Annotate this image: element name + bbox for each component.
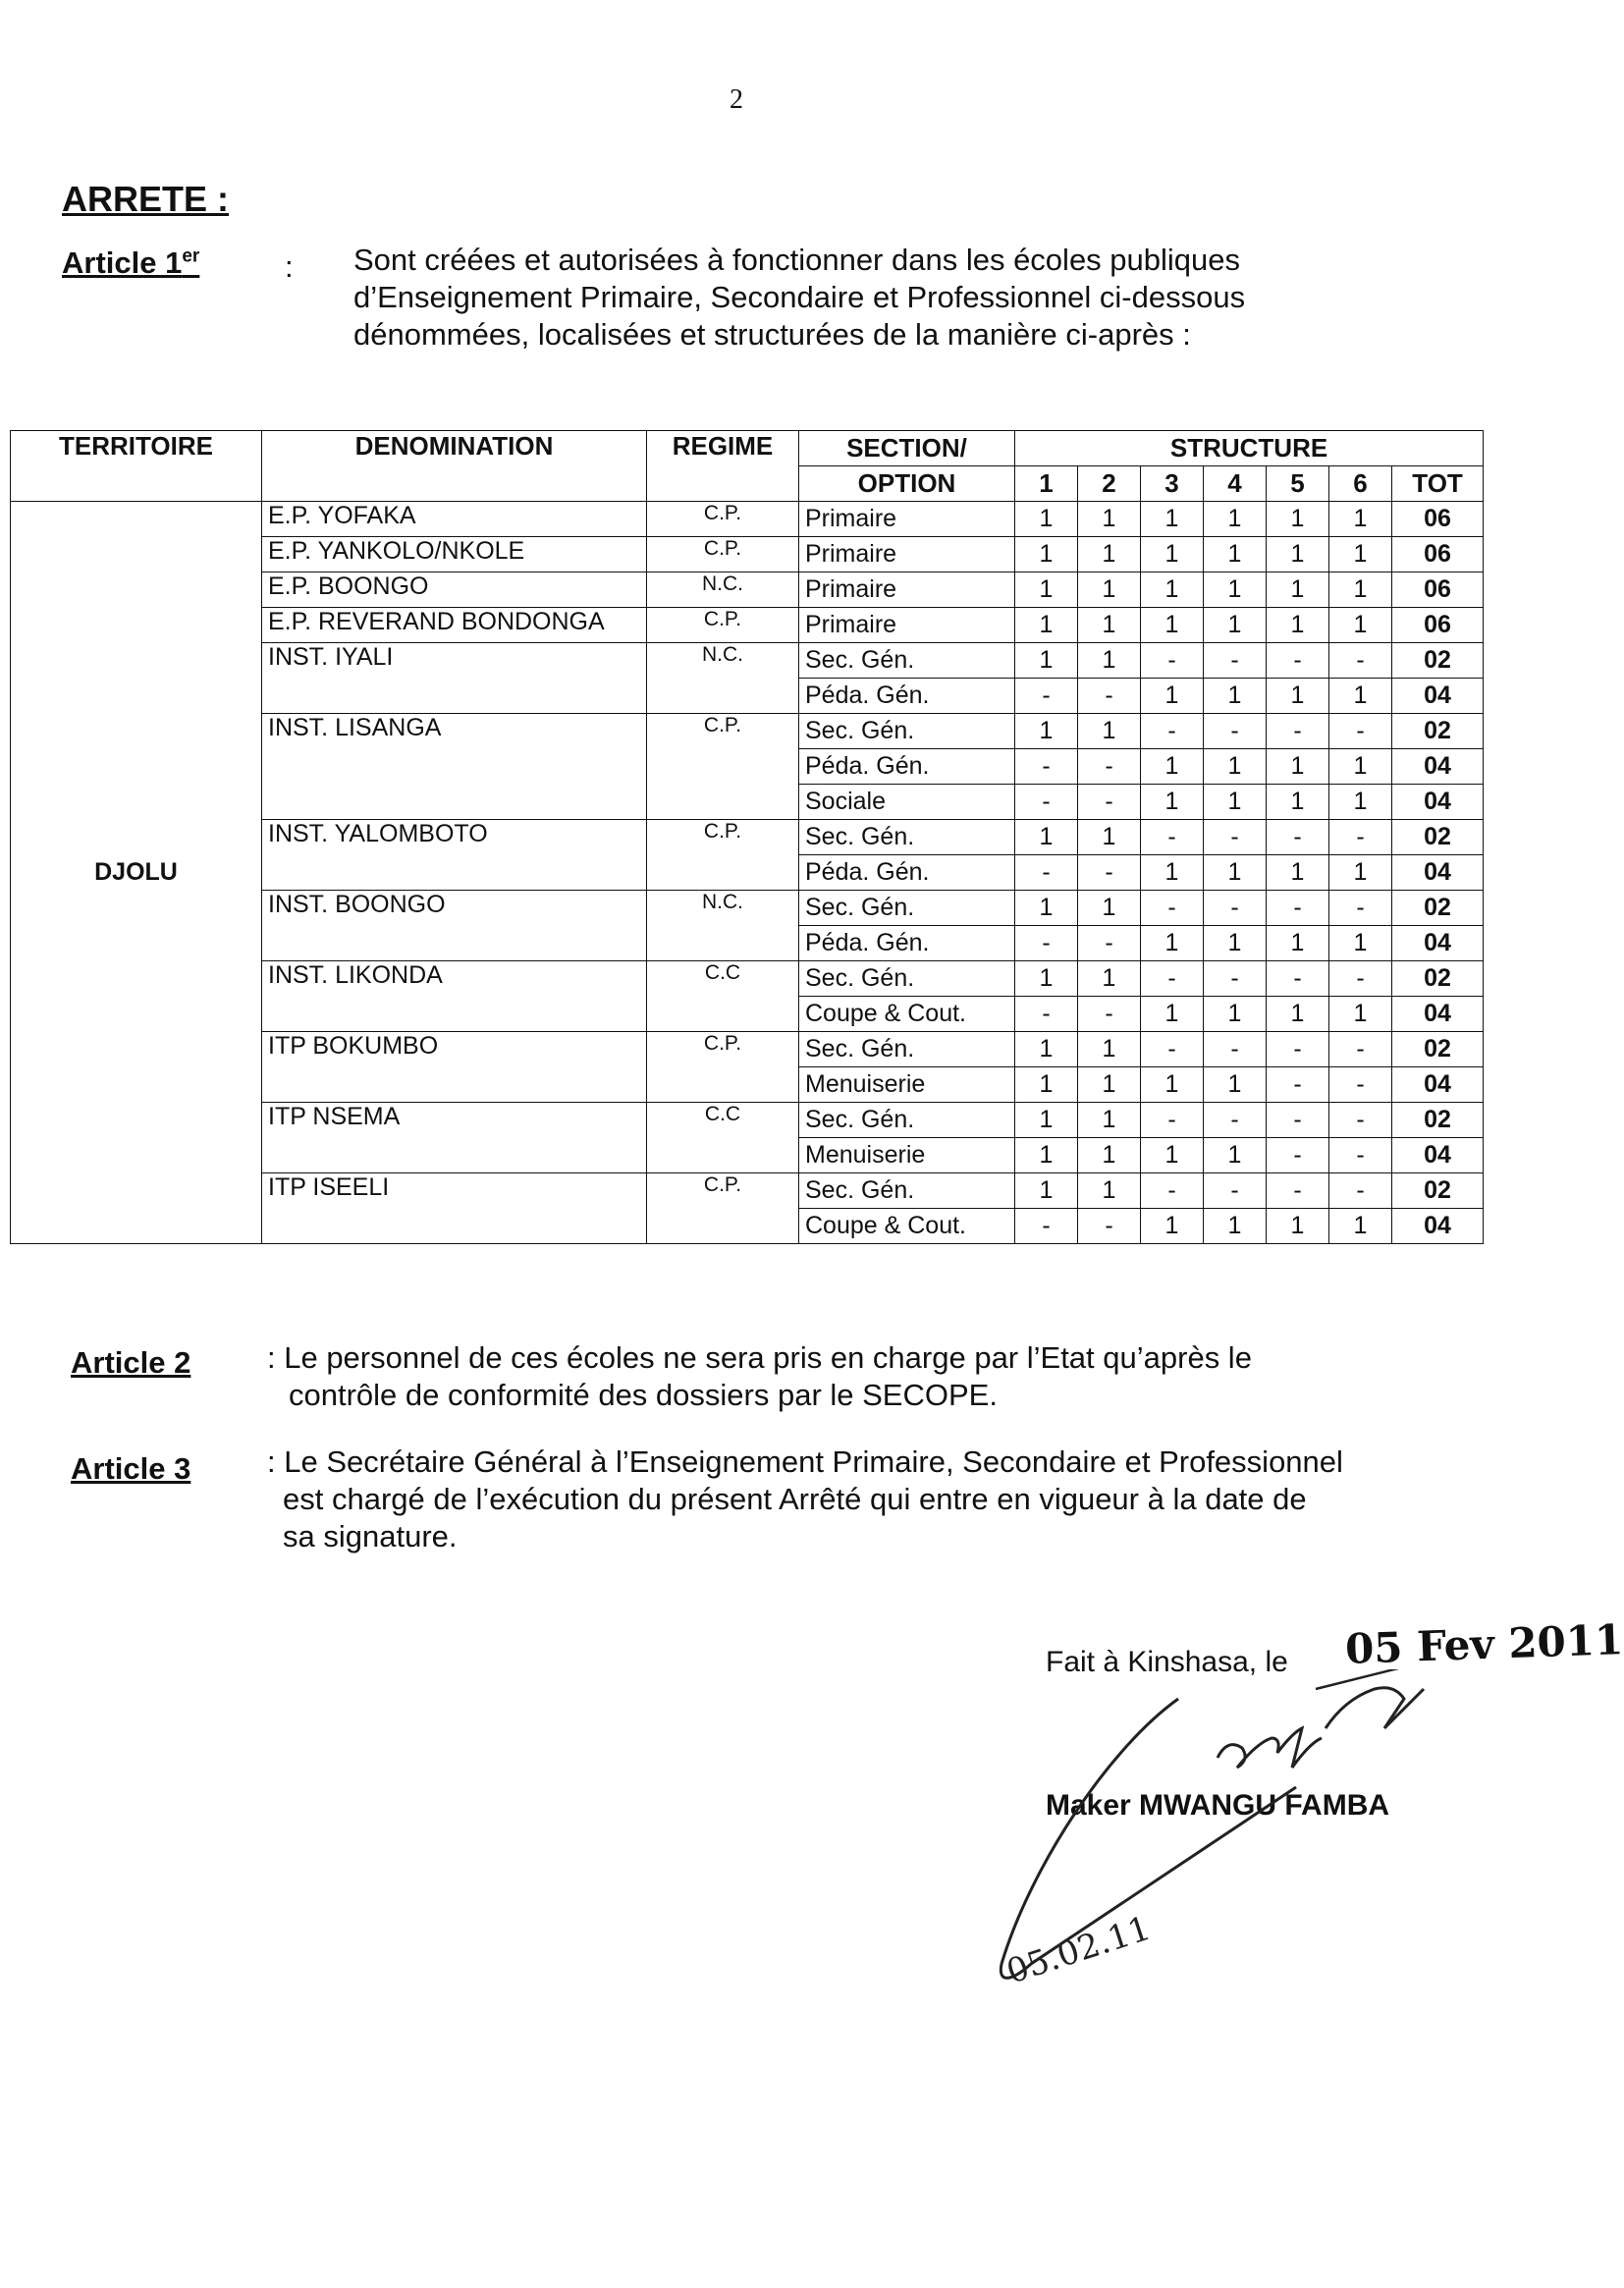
option-cell: Péda. Gén.	[799, 749, 1015, 785]
total-cell: 04	[1392, 855, 1484, 891]
territoire-cell: DJOLU	[11, 502, 262, 1244]
regime-cell: C.P.	[647, 714, 799, 820]
page-number: 2	[730, 84, 743, 115]
header-col: 5	[1267, 466, 1329, 502]
structure-cell: -	[1329, 714, 1392, 749]
header-col: 1	[1015, 466, 1078, 502]
structure-cell: 1	[1267, 1209, 1329, 1244]
article-1-colon: :	[285, 249, 294, 284]
article-1-text	[353, 242, 1245, 354]
total-cell: 04	[1392, 1138, 1484, 1173]
structure-cell: 1	[1015, 608, 1078, 643]
structure-cell: 1	[1015, 1103, 1078, 1138]
structure-cell: -	[1078, 997, 1141, 1032]
structure-cell: -	[1015, 679, 1078, 714]
structure-cell: 1	[1078, 1032, 1141, 1067]
total-cell: 02	[1392, 643, 1484, 679]
structure-cell: -	[1204, 891, 1267, 926]
regime-cell: C.C	[647, 961, 799, 1032]
article-3-line: sa signature.	[283, 1519, 458, 1553]
structure-cell: -	[1078, 679, 1141, 714]
structure-cell: 1	[1204, 679, 1267, 714]
structure-cell: -	[1015, 997, 1078, 1032]
article-3-label: Article 3	[71, 1451, 191, 1486]
regime-cell: N.C.	[647, 643, 799, 714]
structure-cell: 1	[1329, 926, 1392, 961]
structure-cell: 1	[1141, 1067, 1204, 1103]
header-structure: STRUCTURE	[1015, 431, 1484, 466]
structure-cell: 1	[1141, 855, 1204, 891]
structure-cell: 1	[1078, 1138, 1141, 1173]
structure-cell: -	[1267, 643, 1329, 679]
structure-cell: -	[1015, 1209, 1078, 1244]
structure-cell: -	[1267, 1173, 1329, 1209]
structure-cell: -	[1141, 961, 1204, 997]
structure-cell: -	[1141, 1173, 1204, 1209]
header-col: 6	[1329, 466, 1392, 502]
total-cell: 06	[1392, 502, 1484, 537]
structure-cell: 1	[1078, 1173, 1141, 1209]
option-cell: Péda. Gén.	[799, 926, 1015, 961]
structure-cell: 1	[1078, 502, 1141, 537]
handwritten-date: 05 Fev 2011	[1344, 1615, 1624, 1673]
structure-cell: -	[1267, 1103, 1329, 1138]
structure-cell: -	[1141, 714, 1204, 749]
option-cell: Sec. Gén.	[799, 961, 1015, 997]
total-cell: 04	[1392, 997, 1484, 1032]
structure-cell: -	[1078, 1209, 1141, 1244]
total-cell: 04	[1392, 785, 1484, 820]
regime-cell: C.C	[647, 1103, 799, 1173]
structure-cell: 1	[1267, 537, 1329, 572]
regime-cell: C.P.	[647, 1173, 799, 1244]
article-2-line: contrôle de conformité des dossiers par le SECOPE.	[289, 1378, 998, 1412]
structure-cell: -	[1204, 820, 1267, 855]
option-cell: Menuiserie	[799, 1067, 1015, 1103]
schools-structure-table	[10, 430, 1484, 1244]
structure-cell: 1	[1141, 785, 1204, 820]
option-cell: Sec. Gén.	[799, 1103, 1015, 1138]
structure-cell: -	[1267, 820, 1329, 855]
structure-cell: -	[1267, 1067, 1329, 1103]
structure-cell: -	[1141, 891, 1204, 926]
decree-heading: ARRETE :	[62, 179, 229, 219]
structure-cell: 1	[1204, 572, 1267, 608]
structure-cell: -	[1078, 855, 1141, 891]
structure-cell: 1	[1329, 572, 1392, 608]
structure-cell: 1	[1141, 1138, 1204, 1173]
structure-cell: -	[1141, 643, 1204, 679]
header-col: 4	[1204, 466, 1267, 502]
article-2-text	[267, 1339, 1252, 1414]
structure-cell: 1	[1267, 855, 1329, 891]
structure-cell: 1	[1204, 855, 1267, 891]
structure-cell: -	[1015, 749, 1078, 785]
option-cell: Coupe & Cout.	[799, 997, 1015, 1032]
total-cell: 04	[1392, 679, 1484, 714]
structure-cell: -	[1015, 855, 1078, 891]
total-cell: 04	[1392, 926, 1484, 961]
total-cell: 02	[1392, 891, 1484, 926]
structure-cell: -	[1267, 961, 1329, 997]
structure-cell: 1	[1015, 502, 1078, 537]
header-col-tot: TOT	[1392, 466, 1484, 502]
structure-cell: 1	[1015, 1138, 1078, 1173]
structure-cell: 1	[1015, 1173, 1078, 1209]
structure-cell: 1	[1141, 749, 1204, 785]
total-cell: 06	[1392, 608, 1484, 643]
regime-cell: C.P.	[647, 537, 799, 572]
structure-cell: 1	[1078, 1103, 1141, 1138]
structure-cell: -	[1267, 1138, 1329, 1173]
total-cell: 02	[1392, 1032, 1484, 1067]
structure-cell: -	[1267, 891, 1329, 926]
structure-cell: 1	[1267, 679, 1329, 714]
school-name-cell: E.P. BOONGO	[262, 572, 647, 608]
total-cell: 04	[1392, 1067, 1484, 1103]
article-3-text	[267, 1444, 1343, 1555]
header-option: OPTION	[799, 466, 1015, 502]
article-3-line: : Le Secrétaire Général à l’Enseignement Primaire, Secondaire et Professionnel	[267, 1444, 1343, 1479]
total-cell: 04	[1392, 749, 1484, 785]
structure-cell: 1	[1204, 1067, 1267, 1103]
structure-cell: 1	[1078, 891, 1141, 926]
article-1-label-text: Article 1	[62, 245, 183, 280]
school-name-cell: E.P. REVERAND BONDONGA	[262, 608, 647, 643]
article-1-line: Sont créées et autorisées à fonctionner dans les écoles publiques	[353, 243, 1241, 277]
structure-cell: -	[1141, 820, 1204, 855]
structure-cell: -	[1329, 961, 1392, 997]
structure-cell: 1	[1329, 785, 1392, 820]
structure-cell: -	[1329, 820, 1392, 855]
structure-cell: 1	[1141, 572, 1204, 608]
structure-cell: -	[1267, 1032, 1329, 1067]
total-cell: 02	[1392, 714, 1484, 749]
option-cell: Sec. Gén.	[799, 643, 1015, 679]
structure-cell: 1	[1078, 608, 1141, 643]
structure-cell: 1	[1141, 926, 1204, 961]
table-row	[11, 502, 1484, 537]
structure-cell: 1	[1267, 502, 1329, 537]
article-1-line: d’Enseignement Primaire, Secondaire et Professionnel ci-dessous	[353, 280, 1246, 314]
structure-cell: -	[1329, 1032, 1392, 1067]
structure-cell: 1	[1204, 926, 1267, 961]
school-name-cell: INST. BOONGO	[262, 891, 647, 961]
regime-cell: C.P.	[647, 1032, 799, 1103]
header-territoire: TERRITOIRE	[11, 431, 262, 502]
structure-cell: -	[1329, 1067, 1392, 1103]
option-cell: Coupe & Cout.	[799, 1209, 1015, 1244]
structure-cell: -	[1329, 891, 1392, 926]
structure-cell: 1	[1015, 1032, 1078, 1067]
article-3-line: est chargé de l’exécution du présent Arrêté qui entre en vigueur à la date de	[283, 1482, 1307, 1516]
structure-cell: -	[1267, 714, 1329, 749]
article-1-label-sup: er	[182, 245, 200, 267]
total-cell: 02	[1392, 1103, 1484, 1138]
structure-cell: -	[1141, 1103, 1204, 1138]
regime-cell: N.C.	[647, 891, 799, 961]
structure-cell: -	[1078, 926, 1141, 961]
structure-cell: -	[1015, 785, 1078, 820]
header-regime: REGIME	[647, 431, 799, 502]
school-name-cell: E.P. YOFAKA	[262, 502, 647, 537]
option-cell: Sec. Gén.	[799, 891, 1015, 926]
structure-cell: 1	[1015, 1067, 1078, 1103]
regime-cell: C.P.	[647, 608, 799, 643]
structure-cell: 1	[1015, 820, 1078, 855]
structure-cell: 1	[1141, 997, 1204, 1032]
structure-cell: 1	[1204, 997, 1267, 1032]
regime-cell: C.P.	[647, 502, 799, 537]
option-cell: Sociale	[799, 785, 1015, 820]
structure-cell: 1	[1078, 537, 1141, 572]
place-line: Fait à Kinshasa, le	[1046, 1646, 1288, 1678]
header-denomination: DENOMINATION	[262, 431, 647, 502]
school-name-cell: E.P. YANKOLO/NKOLE	[262, 537, 647, 572]
structure-cell: -	[1204, 1173, 1267, 1209]
structure-cell: 1	[1141, 608, 1204, 643]
structure-cell: -	[1204, 961, 1267, 997]
structure-cell: -	[1204, 714, 1267, 749]
option-cell: Primaire	[799, 608, 1015, 643]
header-col: 2	[1078, 466, 1141, 502]
regime-cell: C.P.	[647, 820, 799, 891]
school-name-cell: INST. LIKONDA	[262, 961, 647, 1032]
option-cell: Sec. Gén.	[799, 1032, 1015, 1067]
structure-cell: 1	[1204, 785, 1267, 820]
structure-cell: -	[1204, 1103, 1267, 1138]
option-cell: Péda. Gén.	[799, 679, 1015, 714]
total-cell: 02	[1392, 820, 1484, 855]
structure-cell: 1	[1329, 502, 1392, 537]
structure-cell: 1	[1329, 537, 1392, 572]
option-cell: Sec. Gén.	[799, 820, 1015, 855]
total-cell: 06	[1392, 572, 1484, 608]
option-cell: Menuiserie	[799, 1138, 1015, 1173]
structure-cell: 1	[1078, 714, 1141, 749]
structure-cell: -	[1329, 1103, 1392, 1138]
structure-cell: 1	[1015, 537, 1078, 572]
structure-cell: -	[1329, 1138, 1392, 1173]
option-cell: Primaire	[799, 572, 1015, 608]
article-2-line: : Le personnel de ces écoles ne sera pris en charge par l’Etat qu’après le	[267, 1340, 1252, 1375]
structure-cell: 1	[1204, 1138, 1267, 1173]
structure-cell: 1	[1204, 502, 1267, 537]
total-cell: 04	[1392, 1209, 1484, 1244]
school-name-cell: INST. IYALI	[262, 643, 647, 714]
structure-cell: 1	[1329, 679, 1392, 714]
school-name-cell: ITP NSEMA	[262, 1103, 647, 1173]
option-cell: Primaire	[799, 537, 1015, 572]
structure-cell: -	[1329, 643, 1392, 679]
option-cell: Primaire	[799, 502, 1015, 537]
structure-cell: -	[1015, 926, 1078, 961]
structure-cell: 1	[1329, 749, 1392, 785]
option-cell: Sec. Gén.	[799, 714, 1015, 749]
structure-cell: 1	[1078, 961, 1141, 997]
table-body	[11, 502, 1484, 1244]
structure-cell: 1	[1267, 572, 1329, 608]
structure-cell: 1	[1267, 749, 1329, 785]
structure-cell: -	[1204, 643, 1267, 679]
structure-cell: 1	[1141, 679, 1204, 714]
structure-cell: 1	[1204, 608, 1267, 643]
school-name-cell: INST. LISANGA	[262, 714, 647, 820]
structure-cell: 1	[1078, 572, 1141, 608]
school-name-cell: ITP BOKUMBO	[262, 1032, 647, 1103]
structure-cell: 1	[1204, 537, 1267, 572]
header-col: 3	[1141, 466, 1204, 502]
total-cell: 02	[1392, 961, 1484, 997]
signer-name: Maker MWANGU FAMBA	[1046, 1789, 1390, 1822]
structure-cell: 1	[1329, 997, 1392, 1032]
article-1-line: dénommées, localisées et structurées de la manière ci-après :	[353, 317, 1191, 352]
total-cell: 02	[1392, 1173, 1484, 1209]
school-name-cell: ITP ISEELI	[262, 1173, 647, 1244]
structure-cell: 1	[1329, 1209, 1392, 1244]
structure-cell: 1	[1078, 643, 1141, 679]
structure-cell: 1	[1267, 785, 1329, 820]
structure-cell: 1	[1267, 997, 1329, 1032]
handwritten-signature	[972, 1669, 1483, 1993]
structure-cell: -	[1078, 749, 1141, 785]
structure-cell: 1	[1267, 608, 1329, 643]
structure-cell: 1	[1078, 1067, 1141, 1103]
article-1-label	[62, 245, 199, 281]
structure-cell: 1	[1204, 749, 1267, 785]
structure-cell: 1	[1267, 926, 1329, 961]
structure-cell: 1	[1015, 572, 1078, 608]
signature-date-note: 05.02.11	[1001, 1908, 1156, 1992]
structure-cell: 1	[1015, 961, 1078, 997]
structure-cell: -	[1141, 1032, 1204, 1067]
option-cell: Péda. Gén.	[799, 855, 1015, 891]
structure-cell: 1	[1141, 502, 1204, 537]
structure-cell: 1	[1015, 643, 1078, 679]
structure-cell: 1	[1329, 608, 1392, 643]
total-cell: 06	[1392, 537, 1484, 572]
structure-cell: 1	[1078, 820, 1141, 855]
structure-cell: 1	[1015, 891, 1078, 926]
structure-cell: 1	[1329, 855, 1392, 891]
option-cell: Sec. Gén.	[799, 1173, 1015, 1209]
regime-cell: N.C.	[647, 572, 799, 608]
school-name-cell: INST. YALOMBOTO	[262, 820, 647, 891]
structure-cell: -	[1204, 1032, 1267, 1067]
structure-cell: 1	[1141, 1209, 1204, 1244]
structure-cell: -	[1078, 785, 1141, 820]
structure-cell: 1	[1204, 1209, 1267, 1244]
structure-cell: -	[1329, 1173, 1392, 1209]
structure-cell: 1	[1141, 537, 1204, 572]
header-section: SECTION/	[799, 431, 1015, 466]
structure-cell: 1	[1015, 714, 1078, 749]
article-2-label: Article 2	[71, 1345, 191, 1380]
